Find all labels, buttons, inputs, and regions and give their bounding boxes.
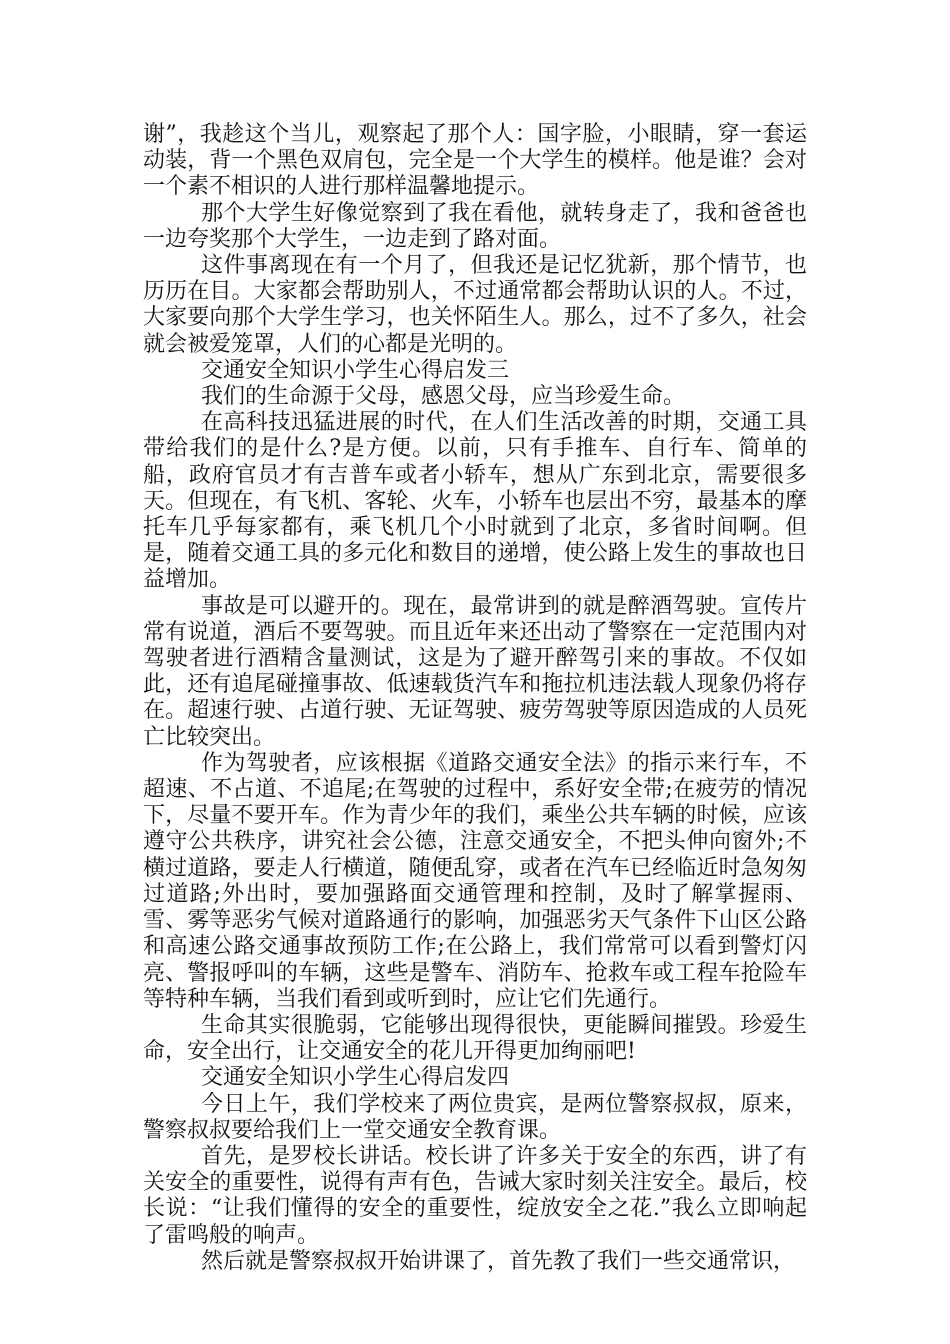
paragraph-5: 我们的生命源于父母，感恩父母，应当珍爱生命。 <box>201 384 686 410</box>
paragraph-11: 今日上午，我们学校来了两位贵宾，是两位警察叔叔，原来，警察叔叔要给我们上一堂交通安全教育课。 <box>143 1091 807 1143</box>
section-heading-3: 交通安全知识小学生心得启发三 <box>201 357 510 383</box>
paragraph-8: 作为驾驶者，应该根据《道路交通安全法》的指示来行车，不超速、不占道、不追尾;在驾驶的过程中，系好安全带;在疲劳的情况下，尽量不要开车。作为青少年的我们，乘坐公共车辆的时候，应该遵守公共秩序，讲究社会公德，注意交通安全，不把头伸向窗外;不横过道路，要走人行横道，随便乱穿，或者在汽车已经临近时急匆匆过道路;外出时，要加强路面交通管理和控制，及时了解掌握雨、雪、雾等恶劣气候对道路通行的影响，加强恶劣天气条件下山区公路和高速公路交通事故预防工作;在公路上，我们常常可以看到警灯闪亮、警报呼叫的车辆，这些是警车、消防车、抢救车或工程车抢险车等特种车辆，当我们看到或听到时，应让它们先通行。 <box>143 750 807 1012</box>
paragraph-3: 这件事离现在有一个月了，但我还是记忆犹新，那个情节，也历历在目。大家都会帮助别人，不过通常都会帮助认识的人。不过，大家要向那个大学生学习，也关怀陌生人。那么，过不了多久，社会就会被爱笼罩，人们的心都是光明的。 <box>143 253 807 357</box>
paragraph-6: 在高科技迅猛进展的时代，在人们生活改善的时期，交通工具带给我们的是什么?是方便。以前，只有手推车、自行车、简单的船，政府官员才有吉普车或者小轿车，想从广东到北京，需要很多天。但现在，有飞机、客轮、火车，小轿车也层出不穷，最基本的摩托车几乎每家都有，乘飞机几个小时就到了北京，多省时间啊。但是，随着交通工具的多元化和数目的递增，使公路上发生的事故也日益增加。 <box>143 410 807 593</box>
paragraph-2: 那个大学生好像觉察到了我在看他，就转身走了，我和爸爸也一边夸奖那个大学生，一边走到了路对面。 <box>143 200 807 252</box>
paragraph-12: 首先，是罗校长讲话。校长讲了许多关于安全的东西，讲了有关安全的重要性，说得有声有色，告诫大家时刻关注安全。最后，校长说：“让我们懂得的安全的重要性，绽放安全之花.”我么立即响起了雷鸣般的响声。 <box>143 1143 807 1248</box>
paragraph-9: 生命其实很脆弱，它能够出现得很快，更能瞬间摧毁。珍爱生命，安全出行，让交通安全的花儿开得更加绚丽吧! <box>143 1012 807 1065</box>
section-heading-4: 交通安全知识小学生心得启发四 <box>201 1065 510 1091</box>
paragraph-1: 谢”，我趁这个当儿，观察起了那个人：国字脸，小眼睛，穿一套运动装，背一个黑色双肩包，完全是一个大学生的模样。他是谁？会对一个素不相识的人进行那样温馨地提示。 <box>143 122 807 200</box>
document-body <box>143 122 807 1275</box>
paragraph-13: 然后就是警察叔叔开始讲课了，首先教了我们一些交通常识， <box>201 1248 796 1274</box>
paragraph-7: 事故是可以避开的。现在，最常讲到的就是醉酒驾驶。宣传片常有说道，酒后不要驾驶。而且近年来还出动了警察在一定范围内对驾驶者进行酒精含量测试，这是为了避开醉驾引来的事故。不仅如此，还有追尾碰撞事故、低速载货汽车和拖拉机违法载人现象仍将存在。超速行驶、占道行驶、无证驾驶、疲劳驾驶等原因造成的人员死亡比较突出。 <box>143 593 807 750</box>
